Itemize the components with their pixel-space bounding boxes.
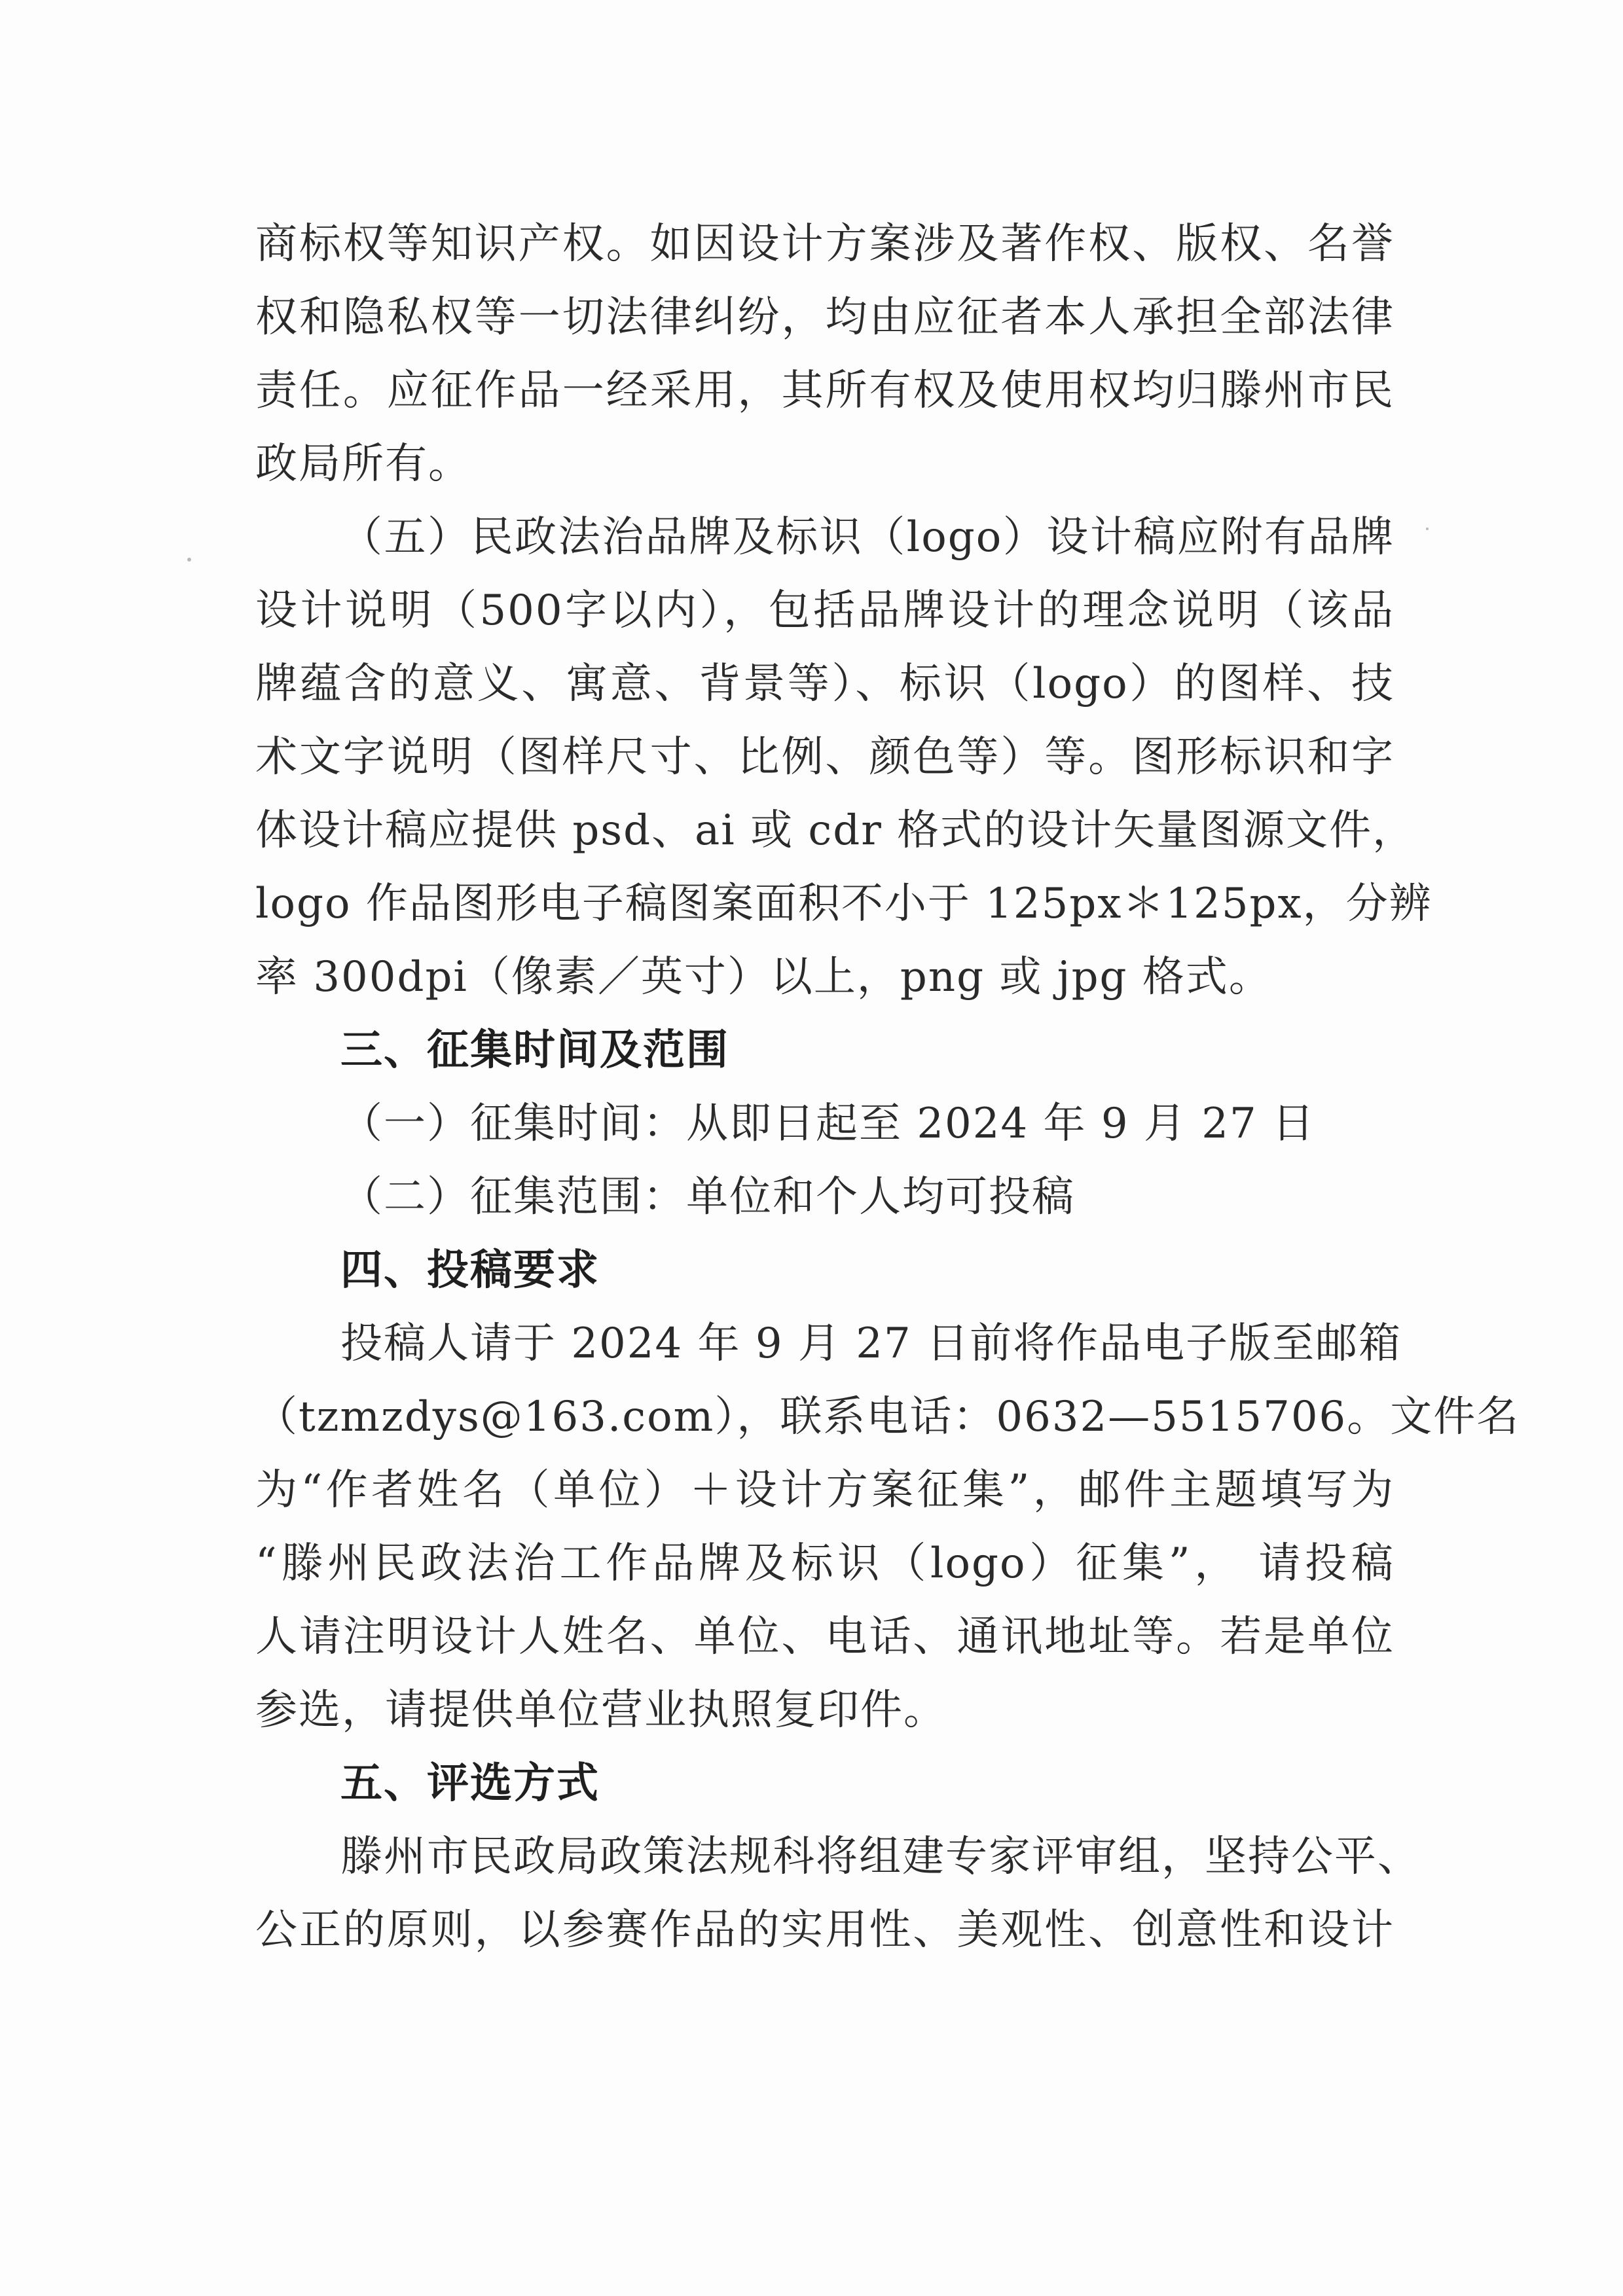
body-line-16: 投稿人请于 2024 年 9 月 27 日前将作品电子版至邮箱 xyxy=(340,1319,1402,1368)
collection-time-line: （一）征集时间：从即日起至 2024 年 9 月 27 日 xyxy=(340,1100,1316,1148)
body-line-1: 商标权等知识产权。如因设计方案涉及著作权、版权、名誉 xyxy=(255,220,1395,268)
body-line-7: 牌蕴含的意义、寓意、背景等）、标识（logo）的图样、技 xyxy=(255,660,1395,708)
collection-scope-line: （二）征集范围：单位和个人均可投稿 xyxy=(340,1173,1075,1221)
body-line-17: （tzmzdys@163.com），联系电话：0632—5515706。文件名 xyxy=(255,1393,1520,1441)
body-line-21: 参选，请提供单位营业执照复印件。 xyxy=(255,1686,947,1734)
body-line-2: 权和隐私权等一切法律纠纷，均由应征者本人承担全部法律 xyxy=(255,293,1395,342)
body-line-9: 体设计稿应提供 psd、ai 或 cdr 格式的设计矢量图源文件， xyxy=(255,806,1416,855)
section-heading-3: 三、征集时间及范围 xyxy=(340,1026,729,1075)
section-heading-5: 五、评选方式 xyxy=(340,1759,600,1808)
body-line-8: 术文字说明（图样尺寸、比例、颜色等）等。图形标识和字 xyxy=(255,733,1395,781)
body-line-20: 人请注明设计人姓名、单位、电话、通讯地址等。若是单位 xyxy=(255,1613,1395,1661)
body-line-4: 政局所有。 xyxy=(255,440,471,488)
body-line-6: 设计说明（500字以内），包括品牌设计的理念说明（该品 xyxy=(255,586,1395,635)
body-line-19: “滕州民政法治工作品牌及标识（logo）征集”， 请投稿 xyxy=(255,1539,1395,1588)
body-line-3: 责任。应征作品一经采用，其所有权及使用权均归滕州市民 xyxy=(255,367,1395,415)
body-line-18: 为“作者姓名（单位）＋设计方案征集”，邮件主题填写为 xyxy=(255,1466,1395,1515)
section-heading-4: 四、投稿要求 xyxy=(340,1246,600,1295)
body-line-11: 率 300dpi（像素／英寸）以上，png 或 jpg 格式。 xyxy=(255,953,1272,1001)
scan-speck xyxy=(187,558,191,562)
scan-speck xyxy=(1426,528,1429,530)
body-line-5: （五）民政法治品牌及标识（logo）设计稿应附有品牌 xyxy=(340,513,1395,562)
body-line-23: 滕州市民政局政策法规科将组建专家评审组，坚持公平、 xyxy=(340,1833,1421,1881)
body-line-10: logo 作品图形电子稿图案面积不小于 125px＊125px，分辨 xyxy=(255,880,1432,928)
body-line-24: 公正的原则，以参赛作品的实用性、美观性、创意性和设计 xyxy=(255,1906,1395,1954)
